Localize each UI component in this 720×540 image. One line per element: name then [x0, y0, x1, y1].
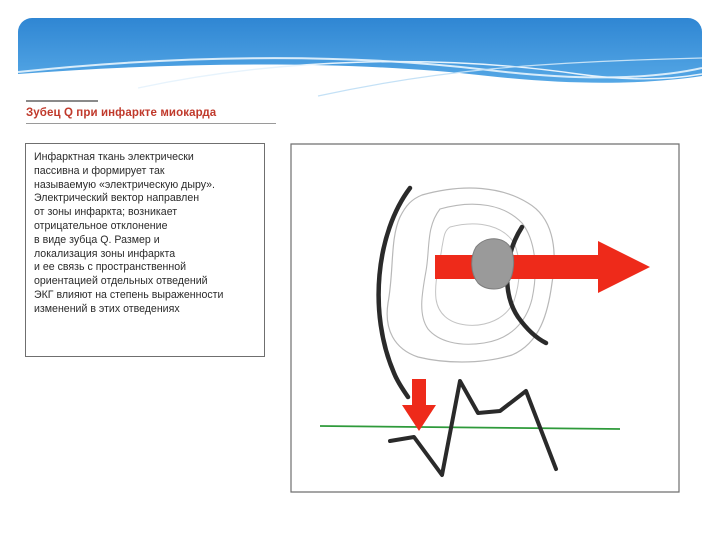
description-line: называемую «электрическую дыру». — [34, 178, 215, 191]
description-line: в виде зубца Q. Размер и — [34, 233, 160, 246]
description-line: Инфарктная ткань электрически — [34, 151, 194, 163]
title-top-rule — [26, 100, 98, 102]
page-title: Зубец Q при инфаркте миокарда — [26, 107, 217, 119]
description-box — [25, 143, 265, 357]
header-wave-graphic — [18, 18, 702, 100]
electric-vector-arrow-icon — [435, 241, 650, 293]
q-wave-down-arrow-icon — [402, 379, 436, 431]
description-line: ориентацией отдельных отведений — [34, 275, 208, 288]
description-line: локализация зоны инфаркта — [34, 247, 176, 260]
ecg-baseline — [320, 426, 620, 429]
infarct-vector-diagram — [290, 143, 680, 493]
description-line: от зоны инфаркта; возникает — [34, 206, 178, 219]
diagram-frame — [291, 144, 679, 492]
infarct-zone — [472, 239, 514, 289]
title-bottom-rule — [26, 123, 276, 124]
infarct-diagram-panel — [290, 143, 680, 493]
description-line: и ее связь с пространственной — [34, 261, 187, 274]
description-line: пассивна и формирует так — [34, 164, 165, 177]
slide-header-banner — [18, 18, 702, 100]
description-line: изменений в этих отведениях — [34, 302, 180, 315]
right-heart-wall-arc — [507, 227, 546, 343]
description-line: отрицательное отклонение — [34, 219, 168, 232]
left-heart-wall-arc — [379, 188, 410, 397]
description-line: Электрический вектор направлен — [34, 192, 200, 205]
description-line: ЭКГ влияют на степень выраженности — [34, 288, 224, 301]
